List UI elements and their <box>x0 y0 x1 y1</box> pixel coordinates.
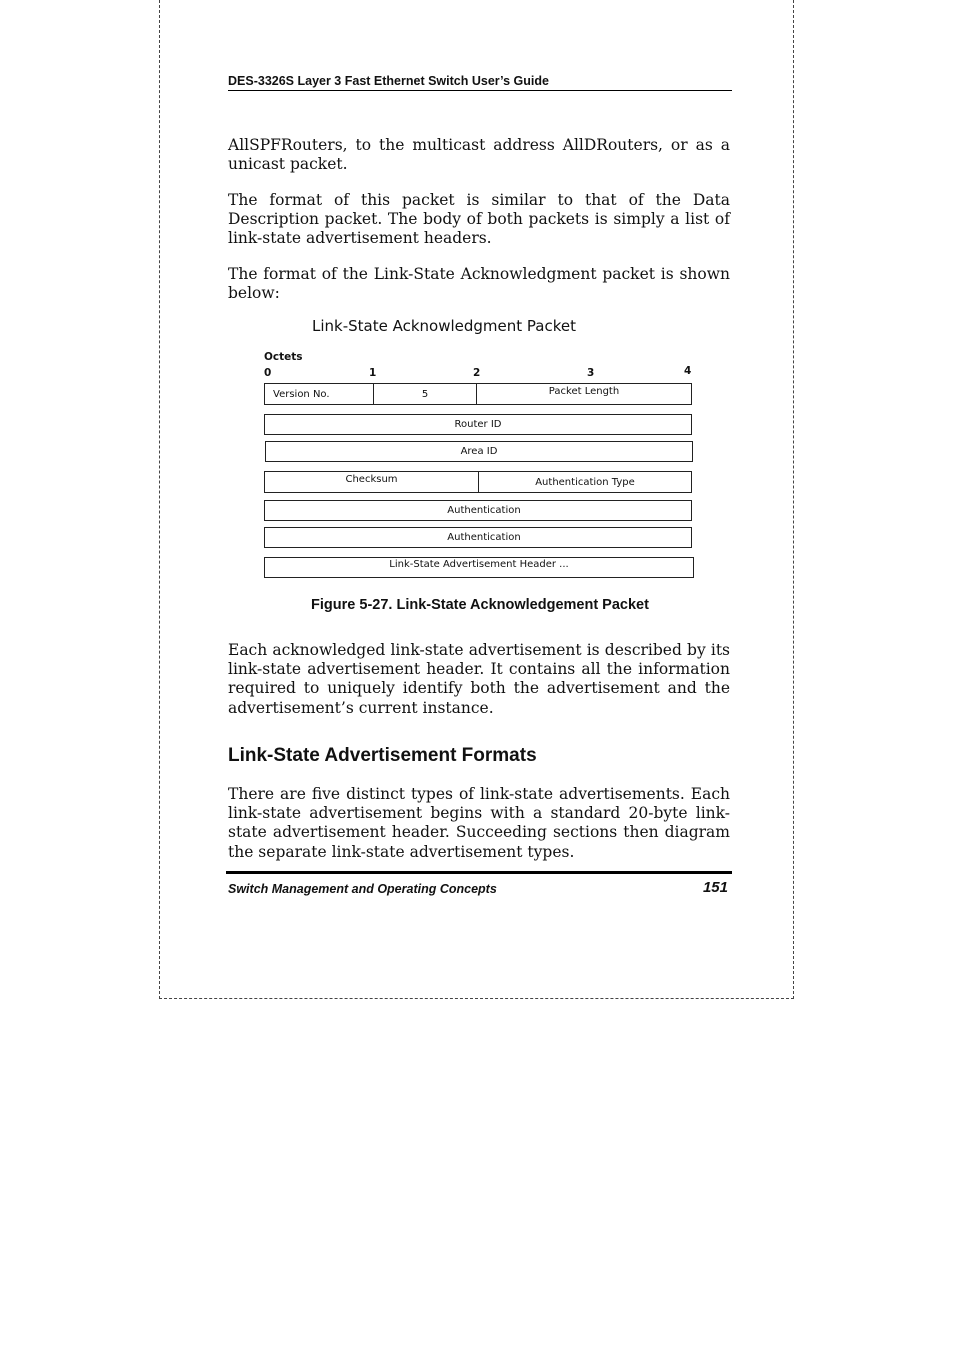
packet-row-checksum <box>264 471 692 493</box>
section-heading: Link-State Advertisement Formats <box>228 745 537 766</box>
paragraph-intro: AllSPFRouters, to the multicast address AllDRouters, or as a unicast packet. <box>228 136 730 174</box>
packet-row-router-id <box>264 414 692 435</box>
paragraph-five-types: There are five distinct types of link-state advertisements. Each link-state advertisement begins with a standard 20-byte link-state advertisement header. Succeeding sections then diagram the separate link-state advertisement types. <box>228 785 730 861</box>
packet-row-authentication-1 <box>264 500 692 521</box>
field-version: Version No. <box>273 388 330 400</box>
page-header: DES-3326S Layer 3 Fast Ethernet Switch User’s Guide <box>228 74 732 91</box>
field-authentication: Authentication <box>447 532 521 543</box>
field-packet-length: Packet Length <box>476 384 691 404</box>
octet-number: 0 <box>264 367 272 379</box>
octets-label: Octets <box>264 351 303 363</box>
octet-number: 1 <box>369 367 377 379</box>
field-area-id: Area ID <box>460 446 498 457</box>
field-authentication: Authentication <box>447 505 521 516</box>
octet-number: 4 <box>684 365 692 377</box>
diagram-title: Link-State Acknowledgment Packet <box>312 317 576 335</box>
packet-row-area-id <box>265 441 693 462</box>
footer-rule <box>226 871 732 874</box>
octet-number: 3 <box>587 367 595 379</box>
paragraph-acknowledged: Each acknowledged link-state advertisement is described by its link-state advertisement header. It contains all the information required to uniquely identify both the advertisement and the advertisement’s current instance. <box>228 641 730 717</box>
footer-title: Switch Management and Operating Concepts <box>228 882 497 896</box>
packet-row-header <box>264 383 692 405</box>
field-checksum: Checksum <box>345 474 398 485</box>
field-type: 5 <box>373 384 476 404</box>
figure-caption: Figure 5-27. Link-State Acknowledgement Packet <box>311 597 649 613</box>
paragraph-format: The format of this packet is similar to that of the Data Description packet. The body of both packets is simply a list of link-state advertisement headers. <box>228 191 730 248</box>
field-authentication-type: Authentication Type <box>478 472 691 492</box>
field-lsa-header: Link-State Advertisement Header ... <box>389 559 569 570</box>
field-router-id: Router ID <box>454 419 502 430</box>
octet-number: 2 <box>473 367 481 379</box>
paragraph-shown-below: The format of the Link-State Acknowledgment packet is shown below: <box>228 265 730 303</box>
packet-row-lsa-header <box>264 557 694 578</box>
packet-row-authentication-2 <box>264 527 692 548</box>
page-number: 151 <box>702 879 728 896</box>
